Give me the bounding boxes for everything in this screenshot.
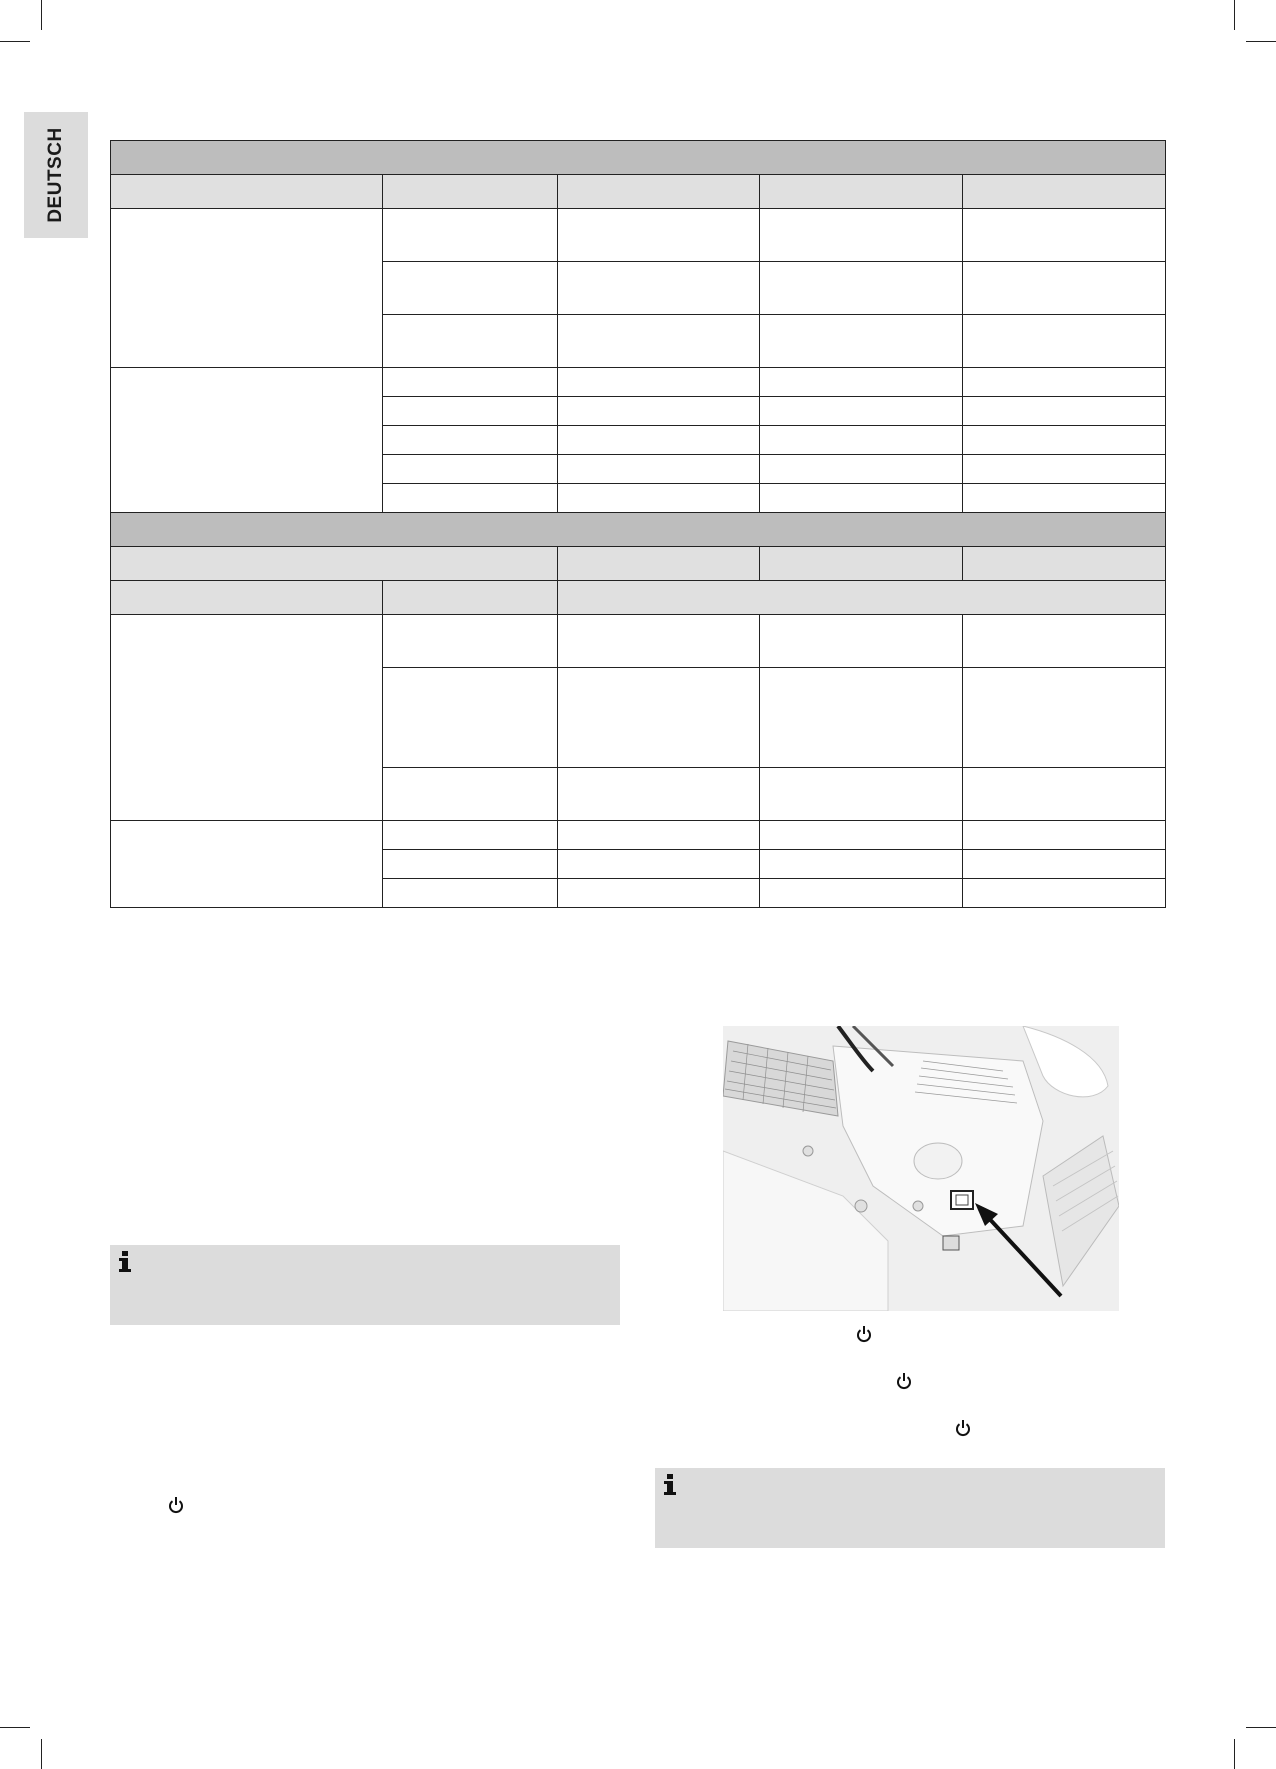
table-cell — [963, 368, 1166, 397]
table-row — [111, 821, 1166, 850]
table-cell — [383, 615, 558, 668]
table-cell — [558, 850, 760, 879]
info-box-right — [655, 1468, 1165, 1548]
language-tab — [24, 112, 88, 238]
table-cell — [963, 668, 1166, 768]
crop-mark — [1246, 1727, 1276, 1728]
table-cell — [760, 262, 963, 315]
table-cell — [963, 209, 1166, 262]
table-cell — [963, 262, 1166, 315]
table-cell — [558, 455, 760, 484]
crop-mark — [1234, 1739, 1235, 1769]
table-cell — [383, 821, 558, 850]
table-cell — [760, 426, 963, 455]
table-header-cell — [558, 175, 760, 209]
power-icon — [856, 1325, 872, 1343]
table-header-cell — [760, 547, 963, 581]
spec-table-1 — [110, 140, 1166, 513]
table-cell — [963, 768, 1166, 821]
table-cell — [383, 368, 558, 397]
table-cell — [558, 484, 760, 513]
table-cell — [558, 368, 760, 397]
crop-mark — [0, 41, 30, 42]
table-cell — [558, 397, 760, 426]
table-cell — [558, 615, 760, 668]
table-cell — [558, 315, 760, 368]
table-header-cell — [383, 175, 558, 209]
table-header-row — [111, 547, 1166, 581]
table-cell — [558, 426, 760, 455]
table-header-cell — [558, 581, 1166, 615]
table-cell — [558, 668, 760, 768]
table-cell — [760, 668, 963, 768]
table-cell — [963, 615, 1166, 668]
table-group-cell — [111, 209, 383, 368]
table-title-cell — [111, 141, 1166, 175]
table-header-cell — [111, 581, 383, 615]
table-group-cell — [111, 615, 383, 821]
table-header-cell — [760, 175, 963, 209]
table-cell — [963, 397, 1166, 426]
crop-mark — [41, 0, 42, 30]
table-cell — [760, 209, 963, 262]
crop-mark — [0, 1727, 30, 1728]
power-icon — [168, 1496, 184, 1514]
table-cell — [383, 850, 558, 879]
table-cell — [760, 879, 963, 908]
table-cell — [383, 668, 558, 768]
table-header-cell — [558, 547, 760, 581]
table-header-cell — [963, 547, 1166, 581]
table-header-cell — [383, 581, 558, 615]
table-cell — [383, 426, 558, 455]
table-header-cell — [111, 547, 558, 581]
table-cell — [760, 397, 963, 426]
table-cell — [383, 455, 558, 484]
power-icon — [896, 1372, 912, 1390]
table-cell — [383, 262, 558, 315]
table-cell — [760, 484, 963, 513]
table-cell — [383, 315, 558, 368]
language-tab-label: DEUTSCH — [45, 127, 66, 223]
table-cell — [383, 397, 558, 426]
table-cell — [558, 768, 760, 821]
device-photo — [723, 1026, 1119, 1311]
table-cell — [760, 455, 963, 484]
table-cell — [383, 768, 558, 821]
table-cell — [383, 484, 558, 513]
table-row — [111, 615, 1166, 668]
table-cell — [558, 209, 760, 262]
info-box-left — [110, 1245, 620, 1325]
table-title-cell — [111, 513, 1166, 547]
table-cell — [760, 768, 963, 821]
table-cell — [760, 821, 963, 850]
table-cell — [963, 315, 1166, 368]
table-header-cell — [111, 175, 383, 209]
table-title-row — [111, 513, 1166, 547]
table-cell — [383, 879, 558, 908]
table-cell — [558, 262, 760, 315]
info-icon — [663, 1474, 677, 1496]
table-cell — [963, 426, 1166, 455]
table-header-cell — [963, 175, 1166, 209]
table-cell — [558, 821, 760, 850]
table-cell — [963, 455, 1166, 484]
table-cell — [558, 879, 760, 908]
table-row — [111, 368, 1166, 397]
table-row — [111, 209, 1166, 262]
table-cell — [383, 209, 558, 262]
table-cell — [760, 615, 963, 668]
crop-mark — [1234, 0, 1235, 30]
table-cell — [963, 484, 1166, 513]
table-cell — [963, 879, 1166, 908]
table-group-cell — [111, 368, 383, 513]
info-icon — [118, 1251, 132, 1273]
spec-table-2 — [110, 512, 1166, 908]
table-cell — [963, 821, 1166, 850]
crop-mark — [41, 1739, 42, 1769]
table-title-row — [111, 141, 1166, 175]
crop-mark — [1246, 41, 1276, 42]
table-cell — [760, 368, 963, 397]
power-icon — [955, 1419, 971, 1437]
table-cell — [760, 850, 963, 879]
table-header-row — [111, 175, 1166, 209]
table-subheader-row — [111, 581, 1166, 615]
table-group-cell — [111, 821, 383, 908]
table-cell — [760, 315, 963, 368]
table-cell — [963, 850, 1166, 879]
device-illustration — [723, 1026, 1119, 1311]
